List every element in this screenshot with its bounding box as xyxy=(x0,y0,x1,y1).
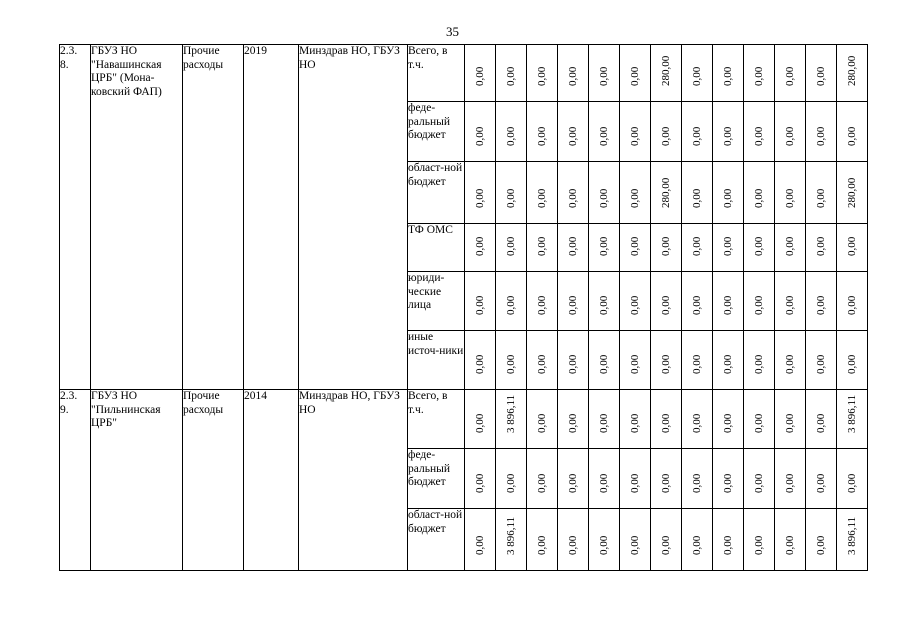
amount-value: 0,00 xyxy=(474,413,486,433)
organization-name: ГБУЗ НО "Навашинская ЦРБ" (Мона-ковский ФАП) xyxy=(91,45,183,390)
amount-cell xyxy=(620,45,651,102)
amount-cell xyxy=(620,224,651,272)
amount-value: 0,00 xyxy=(567,473,579,493)
amount-cell xyxy=(837,45,868,102)
amount-cell xyxy=(713,224,744,272)
amount-cell xyxy=(496,224,527,272)
amount-cell xyxy=(744,162,775,224)
amount-value: 3 896,11 xyxy=(505,394,517,433)
amount-value: 0,00 xyxy=(753,413,765,433)
executor: Минздрав НО, ГБУЗ НО xyxy=(299,390,408,571)
amount-value: 0,00 xyxy=(567,188,579,208)
amount-value: 0,00 xyxy=(505,473,517,493)
amount-value: 0,00 xyxy=(629,66,641,86)
amount-cell xyxy=(651,390,682,449)
amount-value: 3 896,11 xyxy=(505,516,517,555)
amount-cell xyxy=(620,162,651,224)
amount-value: 0,00 xyxy=(660,295,672,315)
amount-cell xyxy=(496,509,527,571)
amount-cell xyxy=(744,45,775,102)
amount-cell xyxy=(837,449,868,509)
amount-cell xyxy=(682,102,713,162)
amount-cell xyxy=(744,331,775,390)
amount-cell xyxy=(713,509,744,571)
amount-cell xyxy=(527,102,558,162)
organization-name: ГБУЗ НО "Пильнинская ЦРБ" xyxy=(91,390,183,571)
amount-cell xyxy=(558,331,589,390)
amount-cell xyxy=(806,162,837,224)
amount-value: 0,00 xyxy=(660,354,672,374)
amount-value: 0,00 xyxy=(753,66,765,86)
amount-value: 0,00 xyxy=(536,473,548,493)
table-row xyxy=(60,390,868,449)
year: 2019 xyxy=(244,45,299,390)
amount-value: 0,00 xyxy=(815,535,827,555)
amount-value: 0,00 xyxy=(815,126,827,146)
item-code: 2.3. 9. xyxy=(60,390,91,571)
amount-cell xyxy=(527,45,558,102)
expense-type: Прочие расходы xyxy=(183,45,244,390)
amount-cell xyxy=(589,449,620,509)
amount-value: 0,00 xyxy=(691,295,703,315)
amount-cell xyxy=(465,162,496,224)
amount-cell xyxy=(527,224,558,272)
amount-cell xyxy=(775,509,806,571)
amount-cell xyxy=(589,331,620,390)
amount-value: 280,00 xyxy=(660,55,672,86)
amount-value: 0,00 xyxy=(629,236,641,256)
amount-cell xyxy=(806,509,837,571)
amount-cell xyxy=(806,449,837,509)
amount-value: 0,00 xyxy=(598,473,610,493)
amount-value: 280,00 xyxy=(846,55,858,86)
amount-value: 0,00 xyxy=(474,535,486,555)
amount-cell xyxy=(558,102,589,162)
amount-cell xyxy=(496,162,527,224)
amount-value: 0,00 xyxy=(691,236,703,256)
amount-value: 0,00 xyxy=(722,295,734,315)
amount-cell xyxy=(682,390,713,449)
amount-cell xyxy=(527,449,558,509)
amount-value: 0,00 xyxy=(784,66,796,86)
amount-cell xyxy=(651,331,682,390)
amount-value: 0,00 xyxy=(474,66,486,86)
amount-cell xyxy=(744,449,775,509)
funding-source: иные источ-ники xyxy=(408,331,465,390)
amount-cell xyxy=(806,390,837,449)
amount-cell xyxy=(806,272,837,331)
amount-cell xyxy=(744,272,775,331)
amount-value: 0,00 xyxy=(567,535,579,555)
funding-source: област-ной бюджет xyxy=(408,162,465,224)
amount-cell xyxy=(713,449,744,509)
amount-value: 0,00 xyxy=(505,295,517,315)
amount-cell xyxy=(620,272,651,331)
expense-type: Прочие расходы xyxy=(183,390,244,571)
amount-cell xyxy=(620,390,651,449)
table-row xyxy=(60,45,868,102)
amount-cell xyxy=(682,449,713,509)
amount-value: 0,00 xyxy=(598,126,610,146)
amount-cell xyxy=(775,102,806,162)
amount-cell xyxy=(589,272,620,331)
amount-cell xyxy=(589,162,620,224)
amount-cell xyxy=(620,331,651,390)
amount-value: 0,00 xyxy=(629,188,641,208)
amount-value: 0,00 xyxy=(629,295,641,315)
amount-cell xyxy=(496,390,527,449)
amount-cell xyxy=(651,224,682,272)
amount-value: 0,00 xyxy=(784,354,796,374)
amount-cell xyxy=(682,224,713,272)
amount-value: 0,00 xyxy=(784,236,796,256)
amount-cell xyxy=(713,162,744,224)
amount-cell xyxy=(558,45,589,102)
amount-cell xyxy=(775,162,806,224)
amount-cell xyxy=(465,102,496,162)
amount-value: 0,00 xyxy=(784,473,796,493)
amount-cell xyxy=(837,331,868,390)
amount-value: 0,00 xyxy=(846,354,858,374)
amount-value: 0,00 xyxy=(815,188,827,208)
amount-value: 0,00 xyxy=(536,535,548,555)
amount-value: 0,00 xyxy=(629,354,641,374)
funding-source: ТФ ОМС xyxy=(408,224,465,272)
amount-cell xyxy=(558,509,589,571)
amount-value: 0,00 xyxy=(629,473,641,493)
amount-value: 3 896,11 xyxy=(846,516,858,555)
amount-value: 0,00 xyxy=(474,236,486,256)
amount-value: 0,00 xyxy=(629,126,641,146)
amount-value: 0,00 xyxy=(536,354,548,374)
amount-cell xyxy=(837,272,868,331)
amount-cell xyxy=(620,509,651,571)
amount-cell xyxy=(713,272,744,331)
amount-cell xyxy=(589,390,620,449)
amount-value: 280,00 xyxy=(846,177,858,208)
amount-cell xyxy=(620,449,651,509)
amount-value: 0,00 xyxy=(474,295,486,315)
amount-value: 0,00 xyxy=(815,236,827,256)
amount-cell xyxy=(527,272,558,331)
amount-value: 0,00 xyxy=(505,188,517,208)
amount-cell xyxy=(775,272,806,331)
amount-value: 0,00 xyxy=(753,354,765,374)
amount-cell xyxy=(620,102,651,162)
amount-value: 0,00 xyxy=(567,126,579,146)
amount-cell xyxy=(589,224,620,272)
amount-value: 0,00 xyxy=(474,473,486,493)
amount-value: 0,00 xyxy=(753,295,765,315)
amount-value: 280,00 xyxy=(660,177,672,208)
amount-value: 0,00 xyxy=(784,413,796,433)
amount-value: 0,00 xyxy=(598,413,610,433)
amount-cell xyxy=(713,390,744,449)
page-number: 35 xyxy=(446,24,459,39)
amount-cell xyxy=(837,162,868,224)
amount-value: 0,00 xyxy=(598,188,610,208)
amount-value: 0,00 xyxy=(474,188,486,208)
amount-cell xyxy=(775,224,806,272)
amount-value: 0,00 xyxy=(753,473,765,493)
amount-value: 0,00 xyxy=(691,473,703,493)
amount-value: 0,00 xyxy=(505,66,517,86)
amount-value: 0,00 xyxy=(846,473,858,493)
amount-value: 0,00 xyxy=(722,413,734,433)
funding-source: феде-ральный бюджет xyxy=(408,102,465,162)
amount-value: 0,00 xyxy=(660,236,672,256)
amount-value: 0,00 xyxy=(784,535,796,555)
amount-value: 0,00 xyxy=(784,295,796,315)
amount-cell xyxy=(496,102,527,162)
amount-value: 0,00 xyxy=(629,413,641,433)
amount-value: 0,00 xyxy=(691,535,703,555)
amount-cell xyxy=(527,509,558,571)
amount-value: 0,00 xyxy=(598,535,610,555)
amount-cell xyxy=(806,331,837,390)
amount-cell xyxy=(558,224,589,272)
amount-cell xyxy=(465,272,496,331)
year: 2014 xyxy=(244,390,299,571)
amount-value: 0,00 xyxy=(474,126,486,146)
funding-source: област-ной бюджет xyxy=(408,509,465,571)
amount-value: 0,00 xyxy=(567,236,579,256)
amount-cell xyxy=(496,331,527,390)
funding-source: юриди-ческие лица xyxy=(408,272,465,331)
amount-value: 0,00 xyxy=(567,413,579,433)
amount-value: 0,00 xyxy=(536,66,548,86)
amount-cell xyxy=(806,102,837,162)
amount-cell xyxy=(651,162,682,224)
amount-value: 0,00 xyxy=(660,473,672,493)
amount-cell xyxy=(465,390,496,449)
amount-cell xyxy=(682,272,713,331)
amount-value: 0,00 xyxy=(598,354,610,374)
amount-cell xyxy=(682,331,713,390)
amount-cell xyxy=(589,509,620,571)
amount-cell xyxy=(775,390,806,449)
amount-cell xyxy=(496,449,527,509)
amount-cell xyxy=(806,45,837,102)
amount-value: 0,00 xyxy=(722,236,734,256)
amount-cell xyxy=(558,272,589,331)
amount-cell xyxy=(682,45,713,102)
amount-value: 0,00 xyxy=(660,535,672,555)
amount-value: 0,00 xyxy=(629,535,641,555)
amount-cell xyxy=(589,102,620,162)
amount-value: 0,00 xyxy=(536,295,548,315)
amount-cell xyxy=(465,449,496,509)
amount-value: 0,00 xyxy=(815,473,827,493)
amount-value: 0,00 xyxy=(753,188,765,208)
amount-value: 0,00 xyxy=(660,126,672,146)
amount-value: 0,00 xyxy=(536,236,548,256)
amount-cell xyxy=(465,509,496,571)
amount-value: 0,00 xyxy=(846,126,858,146)
amount-cell xyxy=(775,449,806,509)
amount-value: 0,00 xyxy=(660,413,672,433)
funding-source: Всего, в т.ч. xyxy=(408,45,465,102)
amount-cell xyxy=(713,331,744,390)
amount-value: 0,00 xyxy=(505,354,517,374)
amount-value: 3 896,11 xyxy=(846,394,858,433)
amount-value: 0,00 xyxy=(784,188,796,208)
amount-value: 0,00 xyxy=(691,188,703,208)
amount-value: 0,00 xyxy=(815,295,827,315)
amount-value: 0,00 xyxy=(598,66,610,86)
amount-value: 0,00 xyxy=(753,236,765,256)
amount-value: 0,00 xyxy=(753,126,765,146)
amount-value: 0,00 xyxy=(846,295,858,315)
amount-cell xyxy=(651,45,682,102)
amount-value: 0,00 xyxy=(691,126,703,146)
amount-cell xyxy=(527,390,558,449)
amount-cell xyxy=(496,45,527,102)
amount-value: 0,00 xyxy=(691,66,703,86)
amount-cell xyxy=(806,224,837,272)
amount-value: 0,00 xyxy=(567,354,579,374)
amount-cell xyxy=(465,331,496,390)
amount-value: 0,00 xyxy=(846,236,858,256)
amount-value: 0,00 xyxy=(691,413,703,433)
amount-cell xyxy=(558,390,589,449)
amount-cell xyxy=(589,45,620,102)
funding-source: Всего, в т.ч. xyxy=(408,390,465,449)
amount-value: 0,00 xyxy=(536,126,548,146)
amount-cell xyxy=(682,509,713,571)
amount-value: 0,00 xyxy=(505,236,517,256)
amount-cell xyxy=(775,331,806,390)
amount-value: 0,00 xyxy=(753,535,765,555)
amount-value: 0,00 xyxy=(474,354,486,374)
amount-cell xyxy=(837,224,868,272)
amount-cell xyxy=(744,102,775,162)
amount-value: 0,00 xyxy=(505,126,517,146)
amount-cell xyxy=(651,102,682,162)
amount-cell xyxy=(558,162,589,224)
amount-value: 0,00 xyxy=(815,413,827,433)
amount-cell xyxy=(837,390,868,449)
amount-cell xyxy=(651,509,682,571)
funding-source: феде-ральный бюджет xyxy=(408,449,465,509)
amount-cell xyxy=(775,45,806,102)
amount-cell xyxy=(744,390,775,449)
amount-value: 0,00 xyxy=(722,473,734,493)
amount-value: 0,00 xyxy=(567,66,579,86)
executor: Минздрав НО, ГБУЗ НО xyxy=(299,45,408,390)
amount-cell xyxy=(465,45,496,102)
amount-cell xyxy=(682,162,713,224)
amount-value: 0,00 xyxy=(815,354,827,374)
amount-value: 0,00 xyxy=(691,354,703,374)
amount-cell xyxy=(837,509,868,571)
amount-value: 0,00 xyxy=(722,354,734,374)
amount-value: 0,00 xyxy=(722,535,734,555)
item-code: 2.3. 8. xyxy=(60,45,91,390)
amount-value: 0,00 xyxy=(598,295,610,315)
amount-cell xyxy=(651,272,682,331)
amount-value: 0,00 xyxy=(598,236,610,256)
amount-value: 0,00 xyxy=(815,66,827,86)
budget-table xyxy=(59,44,868,571)
amount-cell xyxy=(527,162,558,224)
amount-value: 0,00 xyxy=(722,188,734,208)
amount-cell xyxy=(496,272,527,331)
amount-value: 0,00 xyxy=(567,295,579,315)
amount-cell xyxy=(713,102,744,162)
amount-value: 0,00 xyxy=(536,188,548,208)
amount-cell xyxy=(837,102,868,162)
amount-value: 0,00 xyxy=(784,126,796,146)
amount-cell xyxy=(651,449,682,509)
amount-cell xyxy=(713,45,744,102)
amount-value: 0,00 xyxy=(536,413,548,433)
amount-cell xyxy=(744,224,775,272)
amount-cell xyxy=(558,449,589,509)
amount-value: 0,00 xyxy=(722,126,734,146)
amount-cell xyxy=(465,224,496,272)
amount-value: 0,00 xyxy=(722,66,734,86)
amount-cell xyxy=(744,509,775,571)
amount-cell xyxy=(527,331,558,390)
